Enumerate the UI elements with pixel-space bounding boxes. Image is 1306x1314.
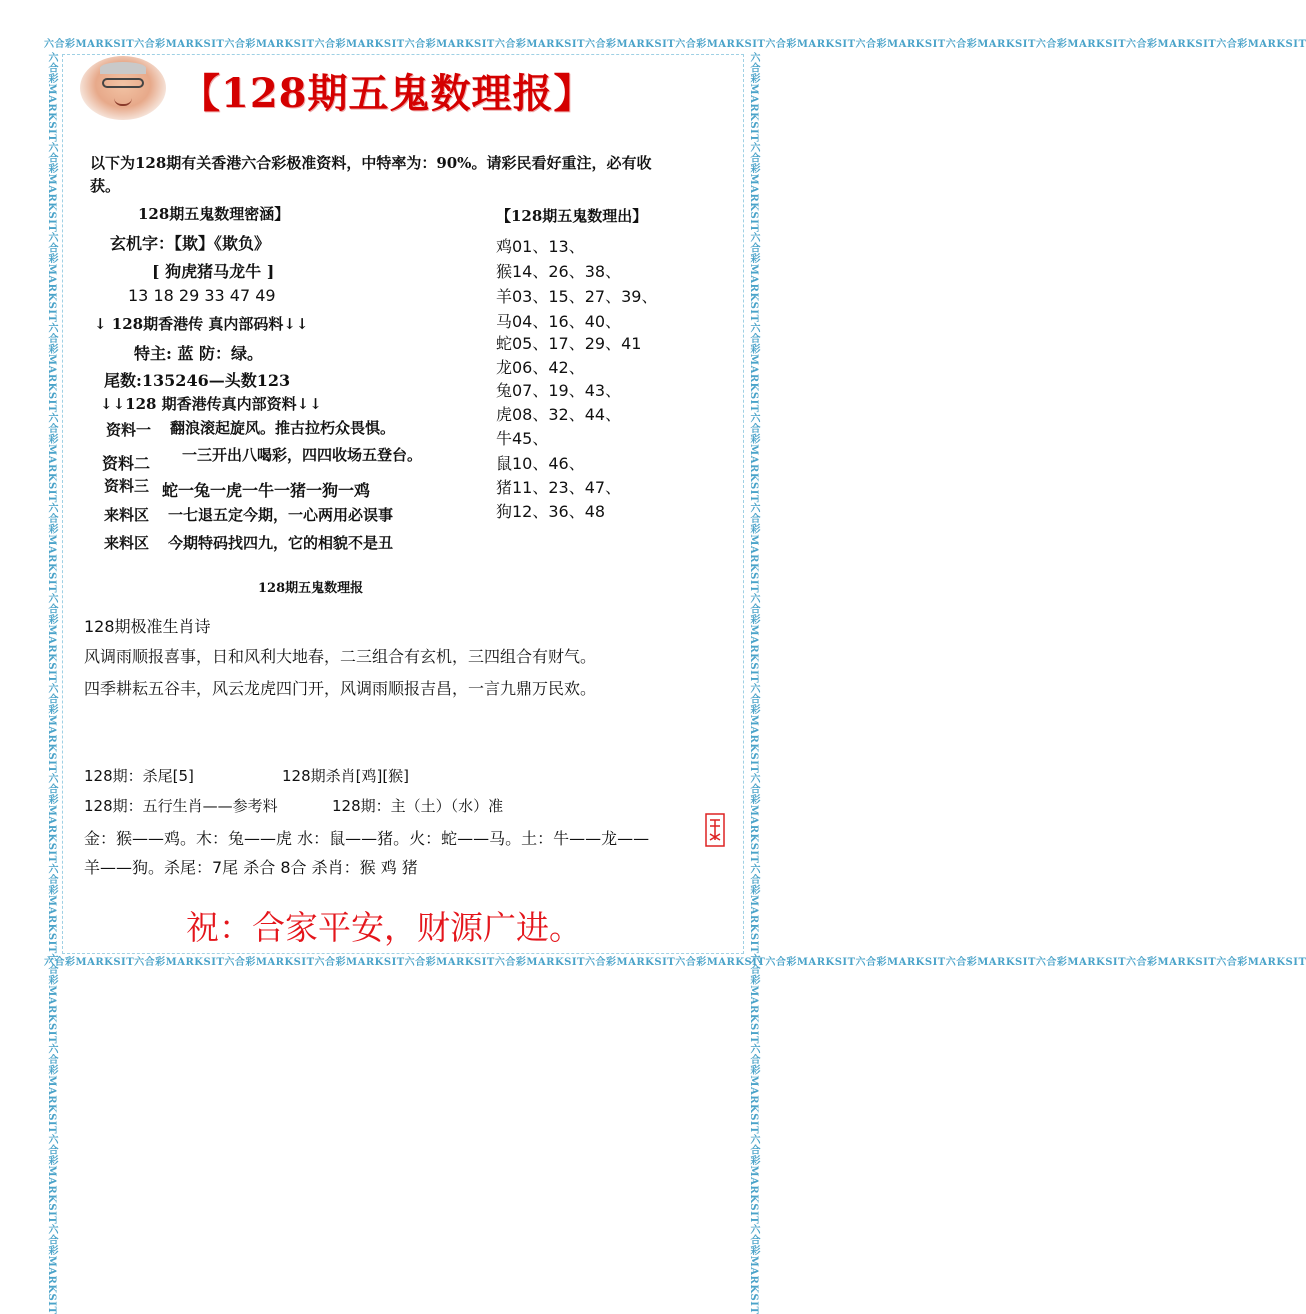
- info-1-label: 资料一: [106, 421, 152, 439]
- kill-zodiac: 128期杀肖[鸡][猴]: [282, 767, 410, 785]
- poem-line-2: 四季耕耘五谷丰，风云龙虎四门开，风调雨顺报吉昌，一言九鼎万民欢。: [84, 679, 597, 698]
- wuxing-main: 128期：主（土）（水）准: [332, 797, 504, 815]
- number-row: 猪11、23、47、: [496, 478, 622, 497]
- zone-2-text: 今期特码找四九，它的相貌不是丑: [168, 534, 394, 552]
- info-3-text: 蛇一兔一虎一牛一猪一狗一鸡: [162, 481, 371, 500]
- frame-top-strip: 六合彩MARKSIT六合彩MARKSIT六合彩MARKSIT六合彩MARKSIT六合彩MARKSIT六合彩MARKSIT六合彩MARKSIT六合彩MARKSIT六合彩MARKSIT六合彩MARKSIT六合彩MARKSIT六合彩MARKSIT六合彩MARKSIT六合彩MARKSIT: [44, 39, 1306, 50]
- number-row: 猴14、26、38、: [496, 262, 622, 281]
- poem-title: 128期极准生肖诗: [84, 617, 211, 636]
- intro-line-2: 获。: [90, 177, 121, 195]
- info-2-text: 一三开出八喝彩，四四收场五登台。: [182, 446, 423, 464]
- elements-line-1: 金：猴——鸡。木：兔——虎 水：鼠——猪。火：蛇——马。土：牛——龙——: [84, 829, 650, 848]
- zone-1-label: 来料区: [104, 506, 150, 524]
- frame-bottom-strip: 六合彩MARKSIT六合彩MARKSIT六合彩MARKSIT六合彩MARKSIT六合彩MARKSIT六合彩MARKSIT六合彩MARKSIT六合彩MARKSIT六合彩MARKSIT六合彩MARKSIT六合彩MARKSIT六合彩MARKSIT六合彩MARKSIT六合彩MARKSIT: [44, 957, 1306, 968]
- number-row: 羊03、15、27、39、: [496, 287, 658, 306]
- insider-heading-1: ↓ 128期香港传 真内部码料↓↓: [94, 315, 309, 333]
- left-heading: 128期五鬼数理密涵】: [138, 205, 290, 223]
- number-row: 龙06、42、: [496, 358, 585, 377]
- tail-head-numbers: 尾数:135246—头数123: [104, 371, 291, 390]
- info-3-label: 资料三: [104, 477, 150, 495]
- number-row: 虎08、32、44、: [496, 405, 622, 424]
- number-row: 兔07、19、43、: [496, 381, 622, 400]
- blessing-text: 祝：合家平安，财源广进。: [186, 908, 582, 947]
- zone-1-text: 一七退五定今期，一心两用必误事: [168, 506, 394, 524]
- number-row: 鸡01、13、: [496, 237, 585, 256]
- frame-left-strip: 六合彩MARKSIT六合彩MARKSIT六合彩MARKSIT六合彩MARKSIT六合彩MARKSIT六合彩MARKSIT六合彩MARKSIT六合彩MARKSIT六合彩MARKSIT六合彩MARKSIT六合彩MARKSIT六合彩MARKSIT六合彩MARKSIT六合彩MARKSIT: [46, 52, 57, 1314]
- intro-line-1: 以下为128期有关香港六合彩极准资料，中特率为：90%。请彩民看好重注，必有收: [90, 154, 652, 172]
- insider-heading-2: ↓↓128 期香港传真内部资料↓↓: [100, 395, 322, 413]
- right-heading: 【128期五鬼数理出】: [496, 207, 648, 225]
- elements-line-2: 羊——狗。杀尾：7尾 杀合 8合 杀肖：猴 鸡 猪: [84, 858, 418, 877]
- seal-stamp: [704, 812, 726, 852]
- riddle-text: 玄机字：【欺】《欺负》: [110, 234, 271, 253]
- frame-inner-border: [62, 54, 744, 954]
- page-title: 【128期五鬼数理报】: [180, 70, 595, 117]
- kill-tail: 128期：杀尾[5]: [84, 767, 194, 785]
- poem-line-1: 风调雨顺报喜事，日和风利大地春，二三组合有玄机，三四组合有财气。: [84, 647, 597, 666]
- number-row: 鼠10、46、: [496, 454, 585, 473]
- zone-2-label: 来料区: [104, 534, 150, 552]
- info-1-text: 翻浪滚起旋风。推古拉朽众畏惧。: [170, 419, 396, 437]
- number-row: 马04、16、40、: [496, 312, 622, 331]
- info-2-label: 资料二: [102, 454, 151, 473]
- frame-right-strip: 六合彩MARKSIT六合彩MARKSIT六合彩MARKSIT六合彩MARKSIT六合彩MARKSIT六合彩MARKSIT六合彩MARKSIT六合彩MARKSIT六合彩MARKSIT六合彩MARKSIT六合彩MARKSIT六合彩MARKSIT六合彩MARKSIT六合彩MARKSIT: [748, 52, 759, 1314]
- number-row: 牛45、: [496, 429, 549, 448]
- section-subtitle: 128期五鬼数理报: [258, 581, 364, 596]
- avatar-portrait: [80, 56, 166, 120]
- number-row: 狗12、36、48: [496, 502, 606, 521]
- zodiac-list: [ 狗虎猪马龙牛 ]: [152, 262, 275, 281]
- number-list: 13 18 29 33 47 49: [128, 286, 276, 305]
- special-color: 特主: 蓝 防：绿。: [134, 344, 264, 363]
- wuxing-reference: 128期：五行生肖——参考料: [84, 797, 278, 815]
- number-row: 蛇05、17、29、41: [496, 334, 642, 353]
